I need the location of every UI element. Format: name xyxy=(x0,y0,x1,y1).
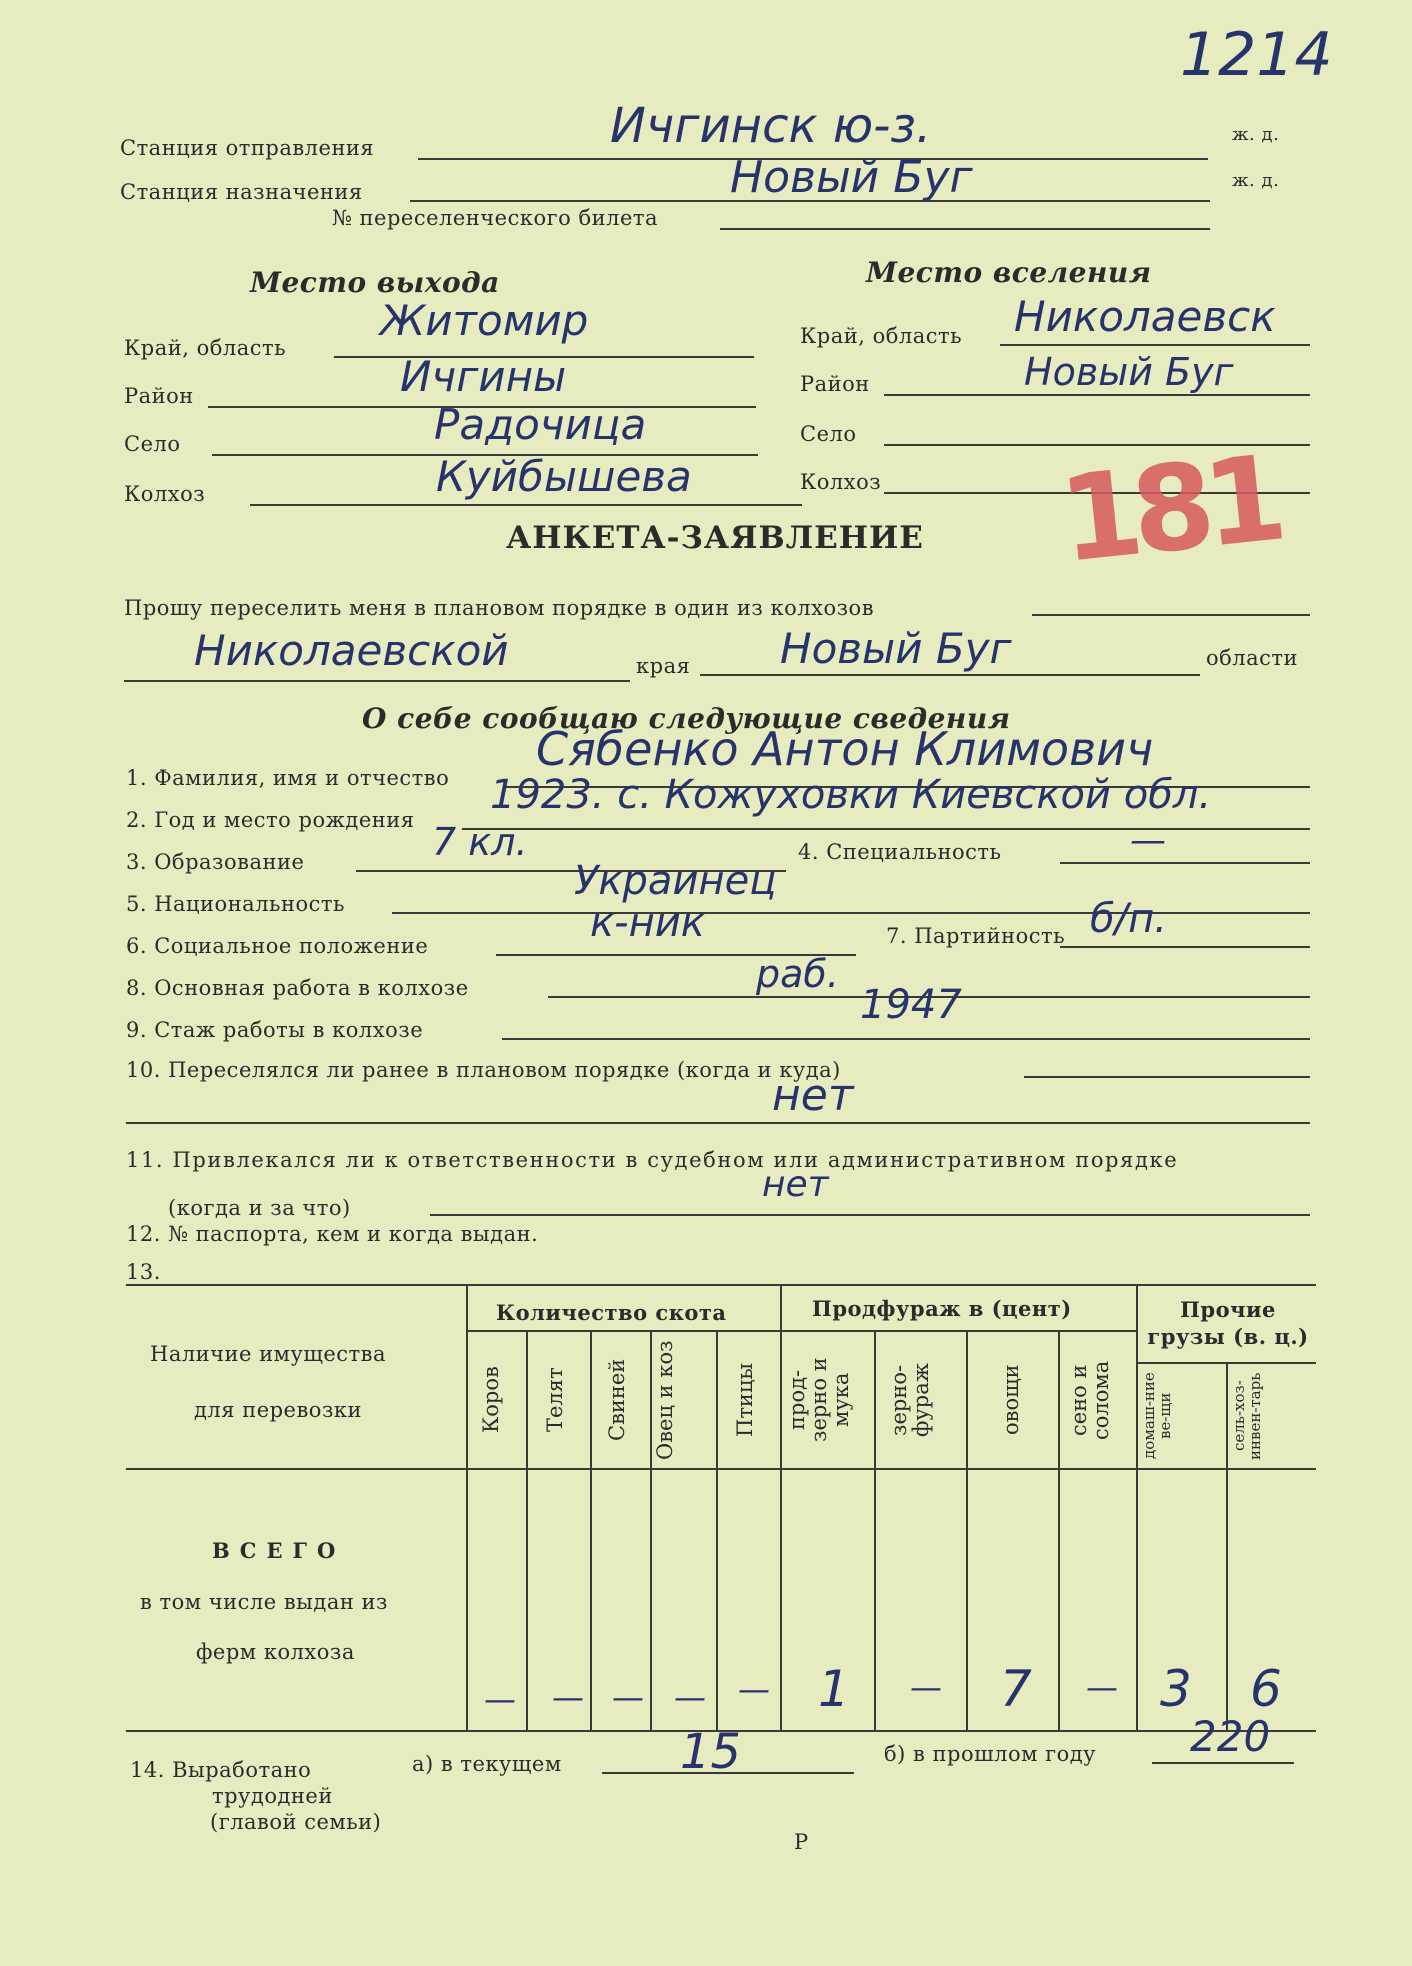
cell-grain-flour: 1 xyxy=(818,1660,850,1718)
cell-cows: — xyxy=(484,1680,516,1718)
exit-kolkhoz-value: Куйбышева xyxy=(436,452,692,501)
col-header-calves: Телят xyxy=(543,1367,567,1433)
table-total-label: ВСЕГО xyxy=(212,1538,346,1563)
workdays-label-1: 14. Выработано xyxy=(130,1758,312,1782)
field-1-value: Сябенко Антон Климович xyxy=(536,722,1154,776)
footer-letter: Р xyxy=(794,1830,809,1854)
field-11-value: нет xyxy=(762,1164,829,1205)
entry-region-value: Николаевск xyxy=(1014,292,1276,341)
table-col-divider xyxy=(526,1330,528,1730)
field-9-label: 9. Стаж работы в колхозе xyxy=(126,1018,424,1042)
field-10-value: нет xyxy=(772,1070,854,1121)
exit-kolkhoz-label: Колхоз xyxy=(124,482,206,506)
cell-household: 3 xyxy=(1160,1660,1192,1718)
request-krai-label: края xyxy=(636,654,691,678)
field-9-value: 1947 xyxy=(860,982,962,1028)
cell-hay-straw: — xyxy=(1086,1668,1118,1706)
entry-district-line xyxy=(884,394,1310,396)
field-11-label: 11. Привлекался ли к ответственности в судебном или административном порядке xyxy=(126,1148,1179,1172)
field-11-line xyxy=(430,1214,1310,1216)
exit-village-value: Радочица xyxy=(434,400,647,449)
field-9-line xyxy=(502,1038,1310,1040)
workdays-last-value: 220 xyxy=(1190,1712,1271,1761)
field-10-line-a xyxy=(1024,1076,1310,1078)
col-header-poultry: Птицы xyxy=(733,1362,757,1438)
table-col-divider xyxy=(1136,1284,1138,1730)
field-6-value: к-ник xyxy=(590,900,705,946)
entry-district-value: Новый Буг xyxy=(1024,350,1234,394)
field-10-label: 10. Переселялся ли ранее в плановом порядке (когда и куда) xyxy=(126,1058,841,1082)
exit-village-label: Село xyxy=(124,432,181,456)
entry-district-label: Район xyxy=(800,372,870,396)
workdays-last-line xyxy=(1152,1762,1294,1764)
departure-station-label: Станция отправления xyxy=(120,136,375,160)
col-header-sheep-goats: Овец и коз xyxy=(653,1340,677,1460)
cell-vegetables: 7 xyxy=(1000,1660,1032,1718)
field-3-label: 3. Образование xyxy=(126,850,305,874)
col-header-grain-fodder: зерно-фураж xyxy=(887,1362,934,1438)
table-col-divider xyxy=(716,1330,718,1730)
exit-region-label: Край, область xyxy=(124,336,287,360)
entry-region-label: Край, область xyxy=(800,324,963,348)
form-title: АНКЕТА-ЗАЯВЛЕНИЕ xyxy=(506,520,924,556)
cell-pigs: — xyxy=(612,1678,644,1716)
field-4-label: 4. Специальность xyxy=(798,840,1002,864)
cell-poultry: — xyxy=(738,1670,770,1708)
exit-district-label: Район xyxy=(124,384,194,408)
request-region-value: Николаевской xyxy=(194,626,509,675)
table-group-other: Прочие грузы (в. ц.) xyxy=(1147,1297,1309,1350)
field-13-label: 13. xyxy=(126,1260,161,1284)
request-district-line xyxy=(700,674,1200,676)
table-incl-label-2: ферм колхоза xyxy=(196,1640,355,1664)
field-1-label: 1. Фамилия, имя и отчество xyxy=(126,766,450,790)
table-col-divider xyxy=(1226,1362,1228,1730)
workdays-label-3: (главой семьи) xyxy=(210,1810,382,1834)
table-row-header-2: для перевозки xyxy=(194,1398,363,1422)
departure-rail-suffix: ж. д. xyxy=(1232,124,1280,145)
table-col-divider xyxy=(966,1330,968,1730)
table-row-header-1: Наличие имущества xyxy=(150,1342,387,1366)
cell-grain-fodder: — xyxy=(910,1668,942,1706)
entry-heading: Место вселения xyxy=(866,256,1152,289)
cell-calves: — xyxy=(552,1678,584,1716)
departure-station-value: Ичгинск ю-з. xyxy=(610,98,932,154)
entry-kolkhoz-label: Колхоз xyxy=(800,470,882,494)
ticket-number-line xyxy=(720,228,1210,230)
exit-kolkhoz-line xyxy=(250,504,802,506)
workdays-label-2: трудодней xyxy=(212,1784,333,1808)
destination-station-label: Станция назначения xyxy=(120,180,363,204)
field-5-label: 5. Национальность xyxy=(126,892,345,916)
ticket-number-label: № переселенческого билета xyxy=(332,206,659,230)
field-7-label: 7. Партийность xyxy=(886,924,1066,948)
cell-farm-equipment: 6 xyxy=(1250,1660,1282,1718)
workdays-last-label: б) в прошлом году xyxy=(884,1742,1097,1766)
exit-heading: Место выхода xyxy=(250,266,500,299)
field-5-line xyxy=(392,912,1310,914)
field-2-label: 2. Год и место рождения xyxy=(126,808,415,832)
field-12-label: 12. № паспорта, кем и когда выдан. xyxy=(126,1222,539,1246)
col-header-farm-equipment: сель-хоз-инвен-тарь xyxy=(1230,1372,1264,1460)
col-header-grain-flour: прод-зерно и мука xyxy=(785,1357,854,1443)
request-oblast-label: области xyxy=(1206,646,1299,670)
request-text: Прошу переселить меня в плановом порядке в один из колхозов xyxy=(124,596,875,620)
exit-region-value: Житомир xyxy=(380,296,589,345)
red-number-stamp: 181 xyxy=(1053,429,1283,589)
entry-region-line xyxy=(1000,344,1310,346)
workdays-current-label: а) в текущем xyxy=(412,1752,562,1776)
col-header-household: домаш-ние ве-щи xyxy=(1140,1372,1174,1460)
field-8-label: 8. Основная работа в колхозе xyxy=(126,976,469,1000)
table-incl-label-1: в том числе выдан из xyxy=(140,1590,388,1614)
field-10-line-b xyxy=(126,1122,1310,1124)
cell-sheep-goats: — xyxy=(674,1678,706,1716)
document-number: 1214 xyxy=(1180,20,1333,90)
field-11-label-2: (когда и за что) xyxy=(168,1196,351,1220)
table-group-fodder: Продфураж в (цент) xyxy=(812,1296,1072,1321)
table-group-rule xyxy=(466,1330,1136,1332)
field-5-value: Украинец xyxy=(574,858,777,904)
table-col-divider xyxy=(780,1284,782,1730)
field-6-label: 6. Социальное положение xyxy=(126,934,429,958)
col-header-vegetables: овощи xyxy=(999,1364,1023,1436)
destination-station-value: Новый Буг xyxy=(730,152,973,203)
field-2-line xyxy=(462,828,1310,830)
exit-district-value: Ичгины xyxy=(400,352,567,401)
col-header-cows: Коров xyxy=(479,1366,503,1434)
field-3-value: 7 кл. xyxy=(432,820,528,864)
field-2-value: 1923. с. Кожуховки Киевской обл. xyxy=(490,772,1212,818)
table-col-divider xyxy=(590,1330,592,1730)
workdays-current-value: 15 xyxy=(680,1724,742,1780)
field-8-value: раб. xyxy=(756,952,839,996)
entry-village-label: Село xyxy=(800,422,857,446)
col-header-pigs: Свиней xyxy=(605,1358,629,1442)
col-header-hay-straw: сено и солома xyxy=(1067,1360,1114,1440)
request-line xyxy=(1032,614,1310,616)
table-col-divider xyxy=(650,1330,652,1730)
table-col-divider xyxy=(466,1284,468,1730)
info-heading: О себе сообщаю следующие сведения xyxy=(362,702,1011,735)
table-group-livestock: Количество скота xyxy=(496,1300,727,1325)
request-district-value: Новый Буг xyxy=(780,624,1012,673)
table-col-divider xyxy=(1058,1330,1060,1730)
field-7-value: б/п. xyxy=(1090,896,1168,942)
table-col-divider xyxy=(874,1330,876,1730)
destination-rail-suffix: ж. д. xyxy=(1232,170,1280,191)
field-4-line xyxy=(1060,862,1310,864)
field-4-value: — xyxy=(1130,820,1166,861)
field-7-line xyxy=(1060,946,1310,948)
request-region-line xyxy=(124,680,630,682)
